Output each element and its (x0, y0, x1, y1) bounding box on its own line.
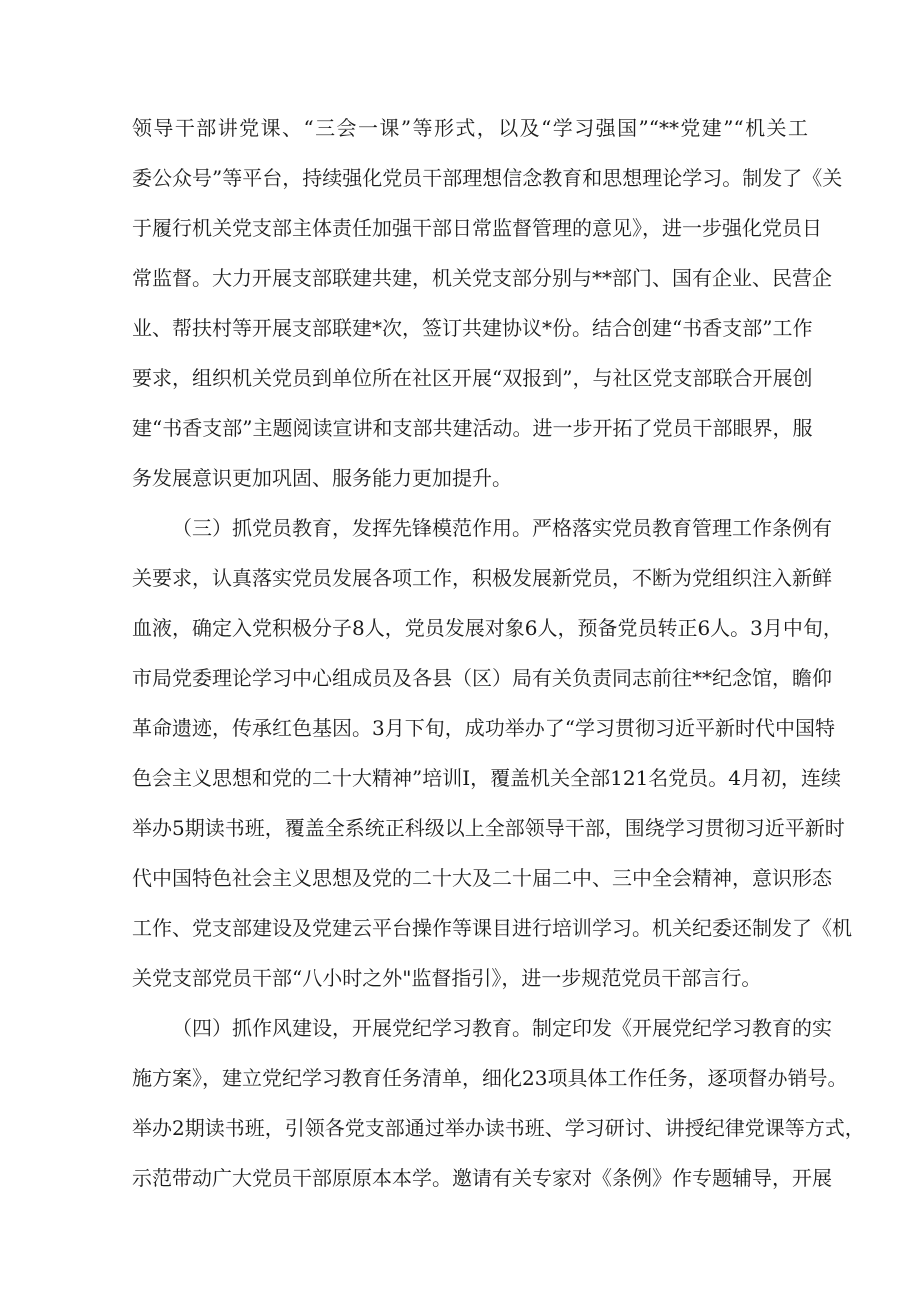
text-line: 施方案》，建立党纪学习教育任务清单，细化23项具体工作任务，逐项督办销号。 (132, 1066, 848, 1090)
text-line: 委公众号”等平台，持续强化党员干部理想信念教育和思想理论学习。制发了《关 (132, 166, 843, 190)
text-line: 工作、党支部建设及党建云平台操作等课目进行培训学习。机关纪委还制发了《机 (132, 916, 852, 940)
document-body (132, 103, 865, 1203)
text-line: （四）抓作风建设，开展党纪学习教育。制定印发《开展党纪学习教育的实 (172, 1016, 832, 1040)
text-line: 常监督。大力开展支部联建共建，机关党支部分别与**部门、国有企业、民营企 (132, 266, 832, 290)
text-line: 业、帮扶村等开展支部联建*次，签订共建协议*份。结合创建“书香支部”工作 (132, 316, 813, 340)
text-line: 举办2期读书班，引领各党支部通过举办读书班、学习研讨、讲授纪律党课等方式， (132, 1116, 865, 1140)
text-line: 务发展意识更加巩固、服务能力更加提升。 (132, 466, 512, 490)
text-line: 血液，确定入党积极分子8人，党员发展对象6人，预备党员转正6人。3月中旬， (132, 616, 843, 640)
text-line: 示范带动广大党员干部原原本本学。邀请有关专家对《条例》作专题辅导，开展 (132, 1166, 832, 1190)
text-line: 领导干部讲党课、“三会一课”等形式，以及“学习强国”“**党建”“机关工 (132, 116, 808, 140)
text-line: 代中国特色社会主义思想及党的二十大及二十届二中、三中全会精神，意识形态 (132, 866, 832, 890)
text-line: 举办5期读书班，覆盖全系统正科级以上全部领导干部，围绕学习贯彻习近平新时 (132, 816, 845, 840)
text-line: 要求，组织机关党员到单位所在社区开展“双报到”，与社区党支部联合开展创 (132, 366, 813, 390)
paragraph-1 (132, 103, 843, 503)
text-line: 建“书香支部”主题阅读宣讲和支部共建活动。进一步开拓了党员干部眼界，服 (132, 416, 813, 440)
text-line: 色会主义思想和党的二十大精神”培训I，覆盖机关全部121名党员。4月初，连续 (132, 766, 842, 790)
text-line: 市局党委理论学习中心组成员及各县（区）局有关负责同志前往**纪念馆，瞻仰 (132, 666, 832, 690)
paragraph-3 (132, 1003, 865, 1203)
paragraph-2 (132, 503, 852, 1003)
text-line: 于履行机关党支部主体责任加强干部日常监督管理的意见》，进一步强化党员日 (132, 216, 822, 240)
text-line: 关要求，认真落实党员发展各项工作，积极发展新党员，不断为党组织注入新鲜 (132, 566, 832, 590)
text-line: （三）抓党员教育，发挥先锋模范作用。严格落实党员教育管理工作条例有 (172, 516, 832, 540)
text-line: 关党支部党员干部“八小时之外"监督指引》，进一步规范党员干部言行。 (132, 966, 762, 990)
text-line: 革命遗迹，传承红色基因。3月下旬，成功举办了“学习贯彻习近平新时代中国特 (132, 716, 835, 740)
